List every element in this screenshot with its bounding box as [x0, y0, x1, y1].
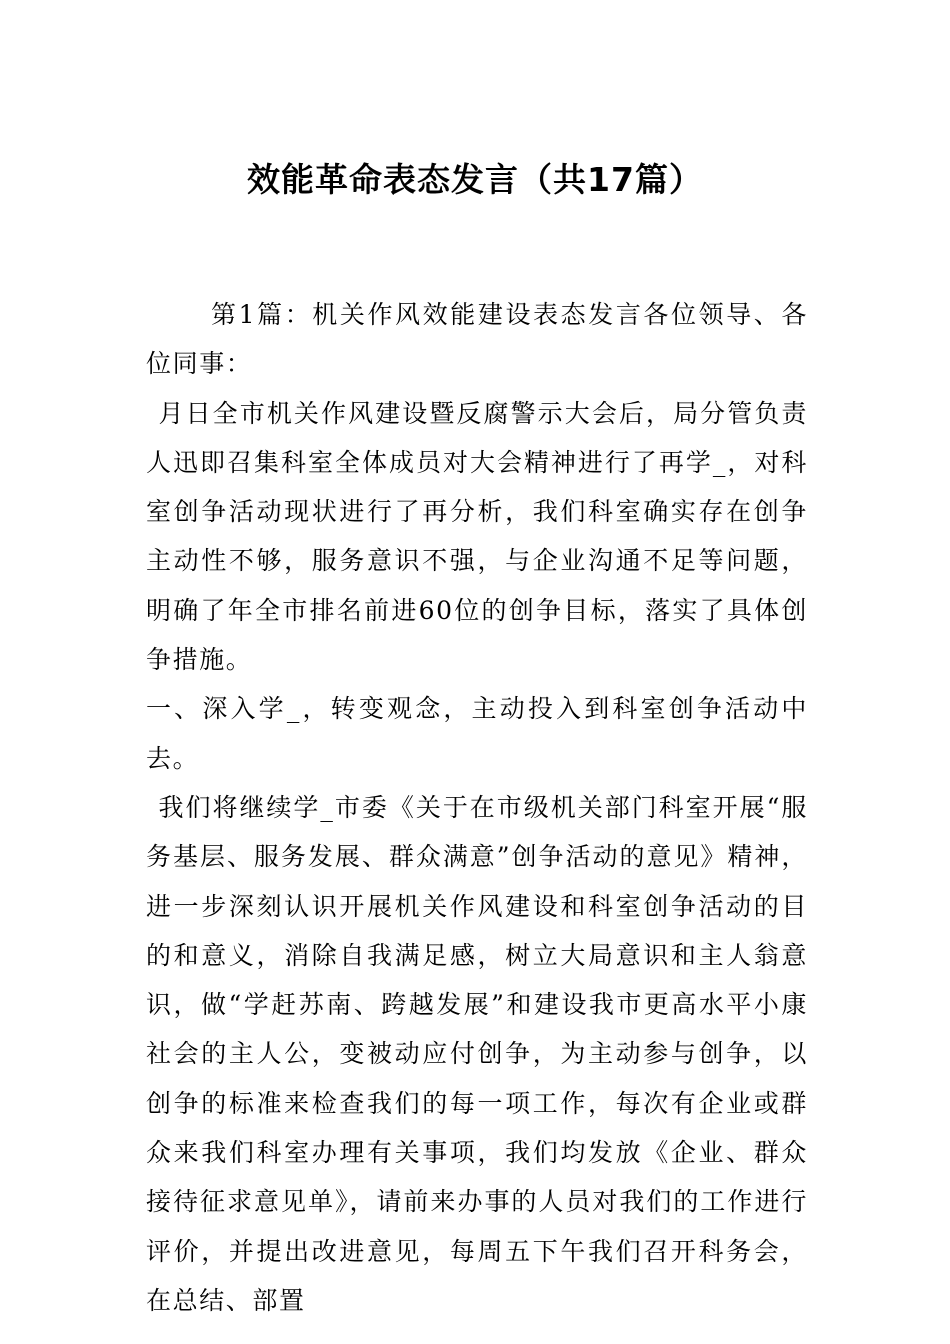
paragraph-meeting: 月日全市机关作风建设暨反腐警示大会后，局分管负责人迅即召集科室全体成员对大会精神进行了再学_，对科室创争活动现状进行了再分析，我们科室确实存在创争主动性不够，服务意识不强，与企业沟通不足等问题，明确了年全市排名前进60位的创争目标，落实了具体创争措施。	[146, 398, 808, 675]
document-title: 效能革命表态发言（共17篇）	[247, 160, 703, 199]
paragraph-intro: 第1篇：机关作风效能建设表态发言各位领导、各位同事：	[146, 300, 808, 379]
section-heading-1: 一、深入学_，转变观念，主动投入到科室创争活动中去。	[146, 694, 808, 773]
paragraph-study: 我们将继续学_市委《关于在市级机关部门科室开展“服务基层、服务发展、群众满意”创争活动的意见》精神，进一步深刻认识开展机关作风建设和科室创争活动的目的和意义，消除自我满足感，树立大局意识和主人翁意识，做“学赶苏南、跨越发展”和建设我市更高水平小康社会的主人公，变被动应付创争，为主动参与创争，以创争的标准来检查我们的每一项工作，每次有企业或群众来我们科室办理有关事项，我们均发放《企业、群众接待征求意见单》，请前来办事的人员对我们的工作进行评价，并提出改进意见，每周五下午我们召开科务会，在总结、部置	[146, 792, 808, 1315]
document-body	[146, 290, 808, 1325]
